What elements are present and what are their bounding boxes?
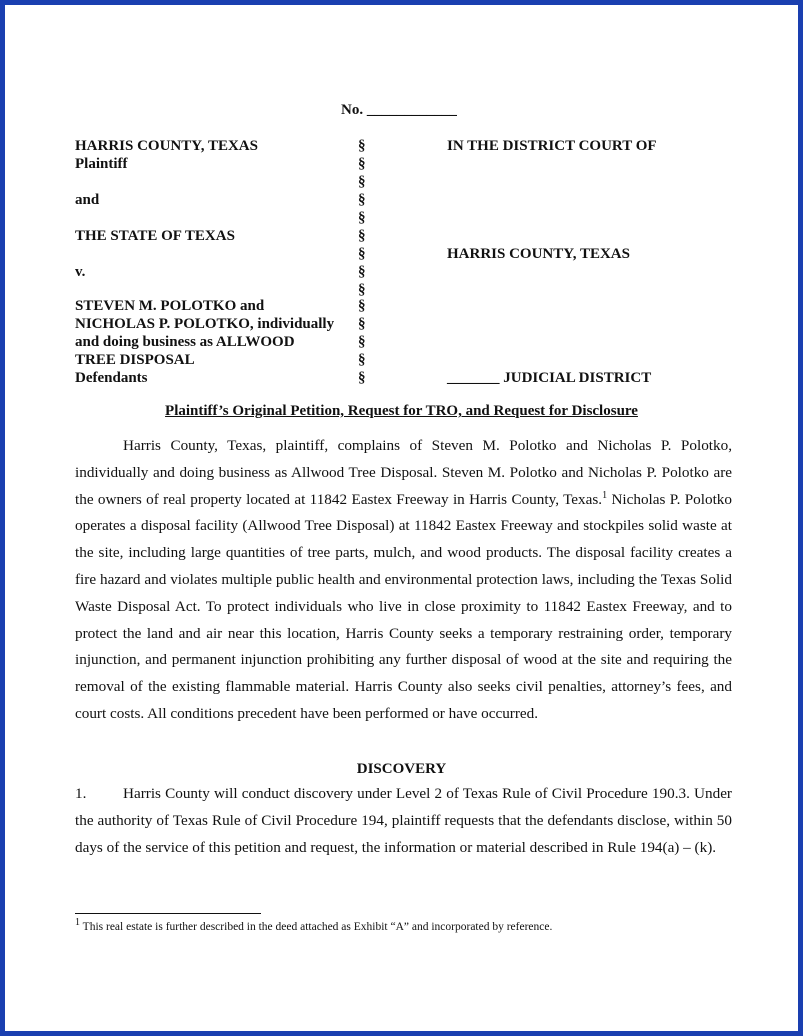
caption-plaintiff-label: Plaintiff <box>75 156 128 172</box>
section-symbol: § <box>358 192 366 208</box>
caption-and: and <box>75 192 100 208</box>
intro-text-part-2: Nicholas P. Polotko operates a disposal facility (Allwood Tree Disposal) at 11842 Eastex Freeway and stockpiles solid waste at the site, including large quantities of tree parts, mulch, and wood products. The disposal facility creates a fire hazard and violates multiple public health and environmental protection laws, including the Texas Solid Waste Disposal Act. To protect individuals who live in close proximity to 11842 Eastex Freeway, and to protect the land and air near this location, Harris County seeks a temporary restraining order, temporary injunction, and permanent injunction prohibiting any further disposal of wood at the site and requiring the removal of the existing flammable material. Harris County also seeks civil penalties, attorney’s fees, and court costs. All conditions precedent have been performed or have occurred. <box>75 490 732 722</box>
section-symbol: § <box>358 246 366 262</box>
intro-text-part-1: Harris County, Texas, plaintiff, complains of Steven M. Polotko and Nicholas P. Polotko, individually and doing business as Allwood Tree Disposal. Steven M. Polotko and Nicholas P. Polotko are the owners of real property located at 11842 Eastex Freeway in Harris County, Texas. <box>75 437 732 508</box>
footnote <box>75 917 553 933</box>
footnote-text: This real estate is further described in the deed attached as Exhibit “A” and incorporated by reference. <box>80 921 553 933</box>
caption-defendant-line-3: and doing business as ALLWOOD <box>75 334 295 350</box>
section-symbol: § <box>358 352 366 368</box>
section-symbol: § <box>358 156 366 172</box>
document-title: Plaintiff’s Original Petition, Request for TRO, and Request for Disclosure <box>165 403 638 419</box>
caption-defendant-line-2: NICHOLAS P. POLOTKO, individually <box>75 316 335 332</box>
section-symbol: § <box>358 334 366 350</box>
discovery-text: Harris County will conduct discovery under Level 2 of Texas Rule of Civil Procedure 190.3. Under the authority of Texas Rule of Civil Procedure 194, plaintiff requests that the defendants disclose, within 50 days of the service of this petition and request, the information or material described in Rule 194(a) – (k). <box>75 785 732 856</box>
section-symbol: § <box>358 264 366 280</box>
court-county: HARRIS COUNTY, TEXAS <box>447 246 630 262</box>
caption-defendant-line-1: STEVEN M. POLOTKO and <box>75 298 265 314</box>
discovery-number: 1. <box>75 785 87 802</box>
caption-plaintiff-name: HARRIS COUNTY, TEXAS <box>75 138 258 154</box>
caption-state: THE STATE OF TEXAS <box>75 228 235 244</box>
section-symbol: § <box>358 316 366 332</box>
judicial-district: _______ JUDICIAL DISTRICT <box>447 370 652 386</box>
document-page <box>5 5 798 1031</box>
footnote-reference: 1 <box>602 489 608 501</box>
section-symbol: § <box>358 228 366 244</box>
section-symbol: § <box>358 138 366 154</box>
section-symbol: § <box>358 174 366 190</box>
section-symbol: § <box>358 298 366 314</box>
caption-versus: v. <box>75 264 86 280</box>
section-symbol: § <box>358 210 366 226</box>
footnote-separator <box>75 913 261 914</box>
discovery-paragraph <box>75 781 732 861</box>
case-number: No. ____________ <box>341 102 457 118</box>
section-symbol: § <box>358 282 366 298</box>
intro-paragraph <box>75 433 732 728</box>
caption-defendant-line-4: TREE DISPOSAL <box>75 352 195 368</box>
footnote-number: 1 <box>75 917 80 929</box>
discovery-heading: DISCOVERY <box>356 761 447 777</box>
caption-defendants-label: Defendants <box>75 370 148 386</box>
court-name-line-1: IN THE DISTRICT COURT OF <box>447 138 657 154</box>
section-symbol: § <box>358 370 366 386</box>
